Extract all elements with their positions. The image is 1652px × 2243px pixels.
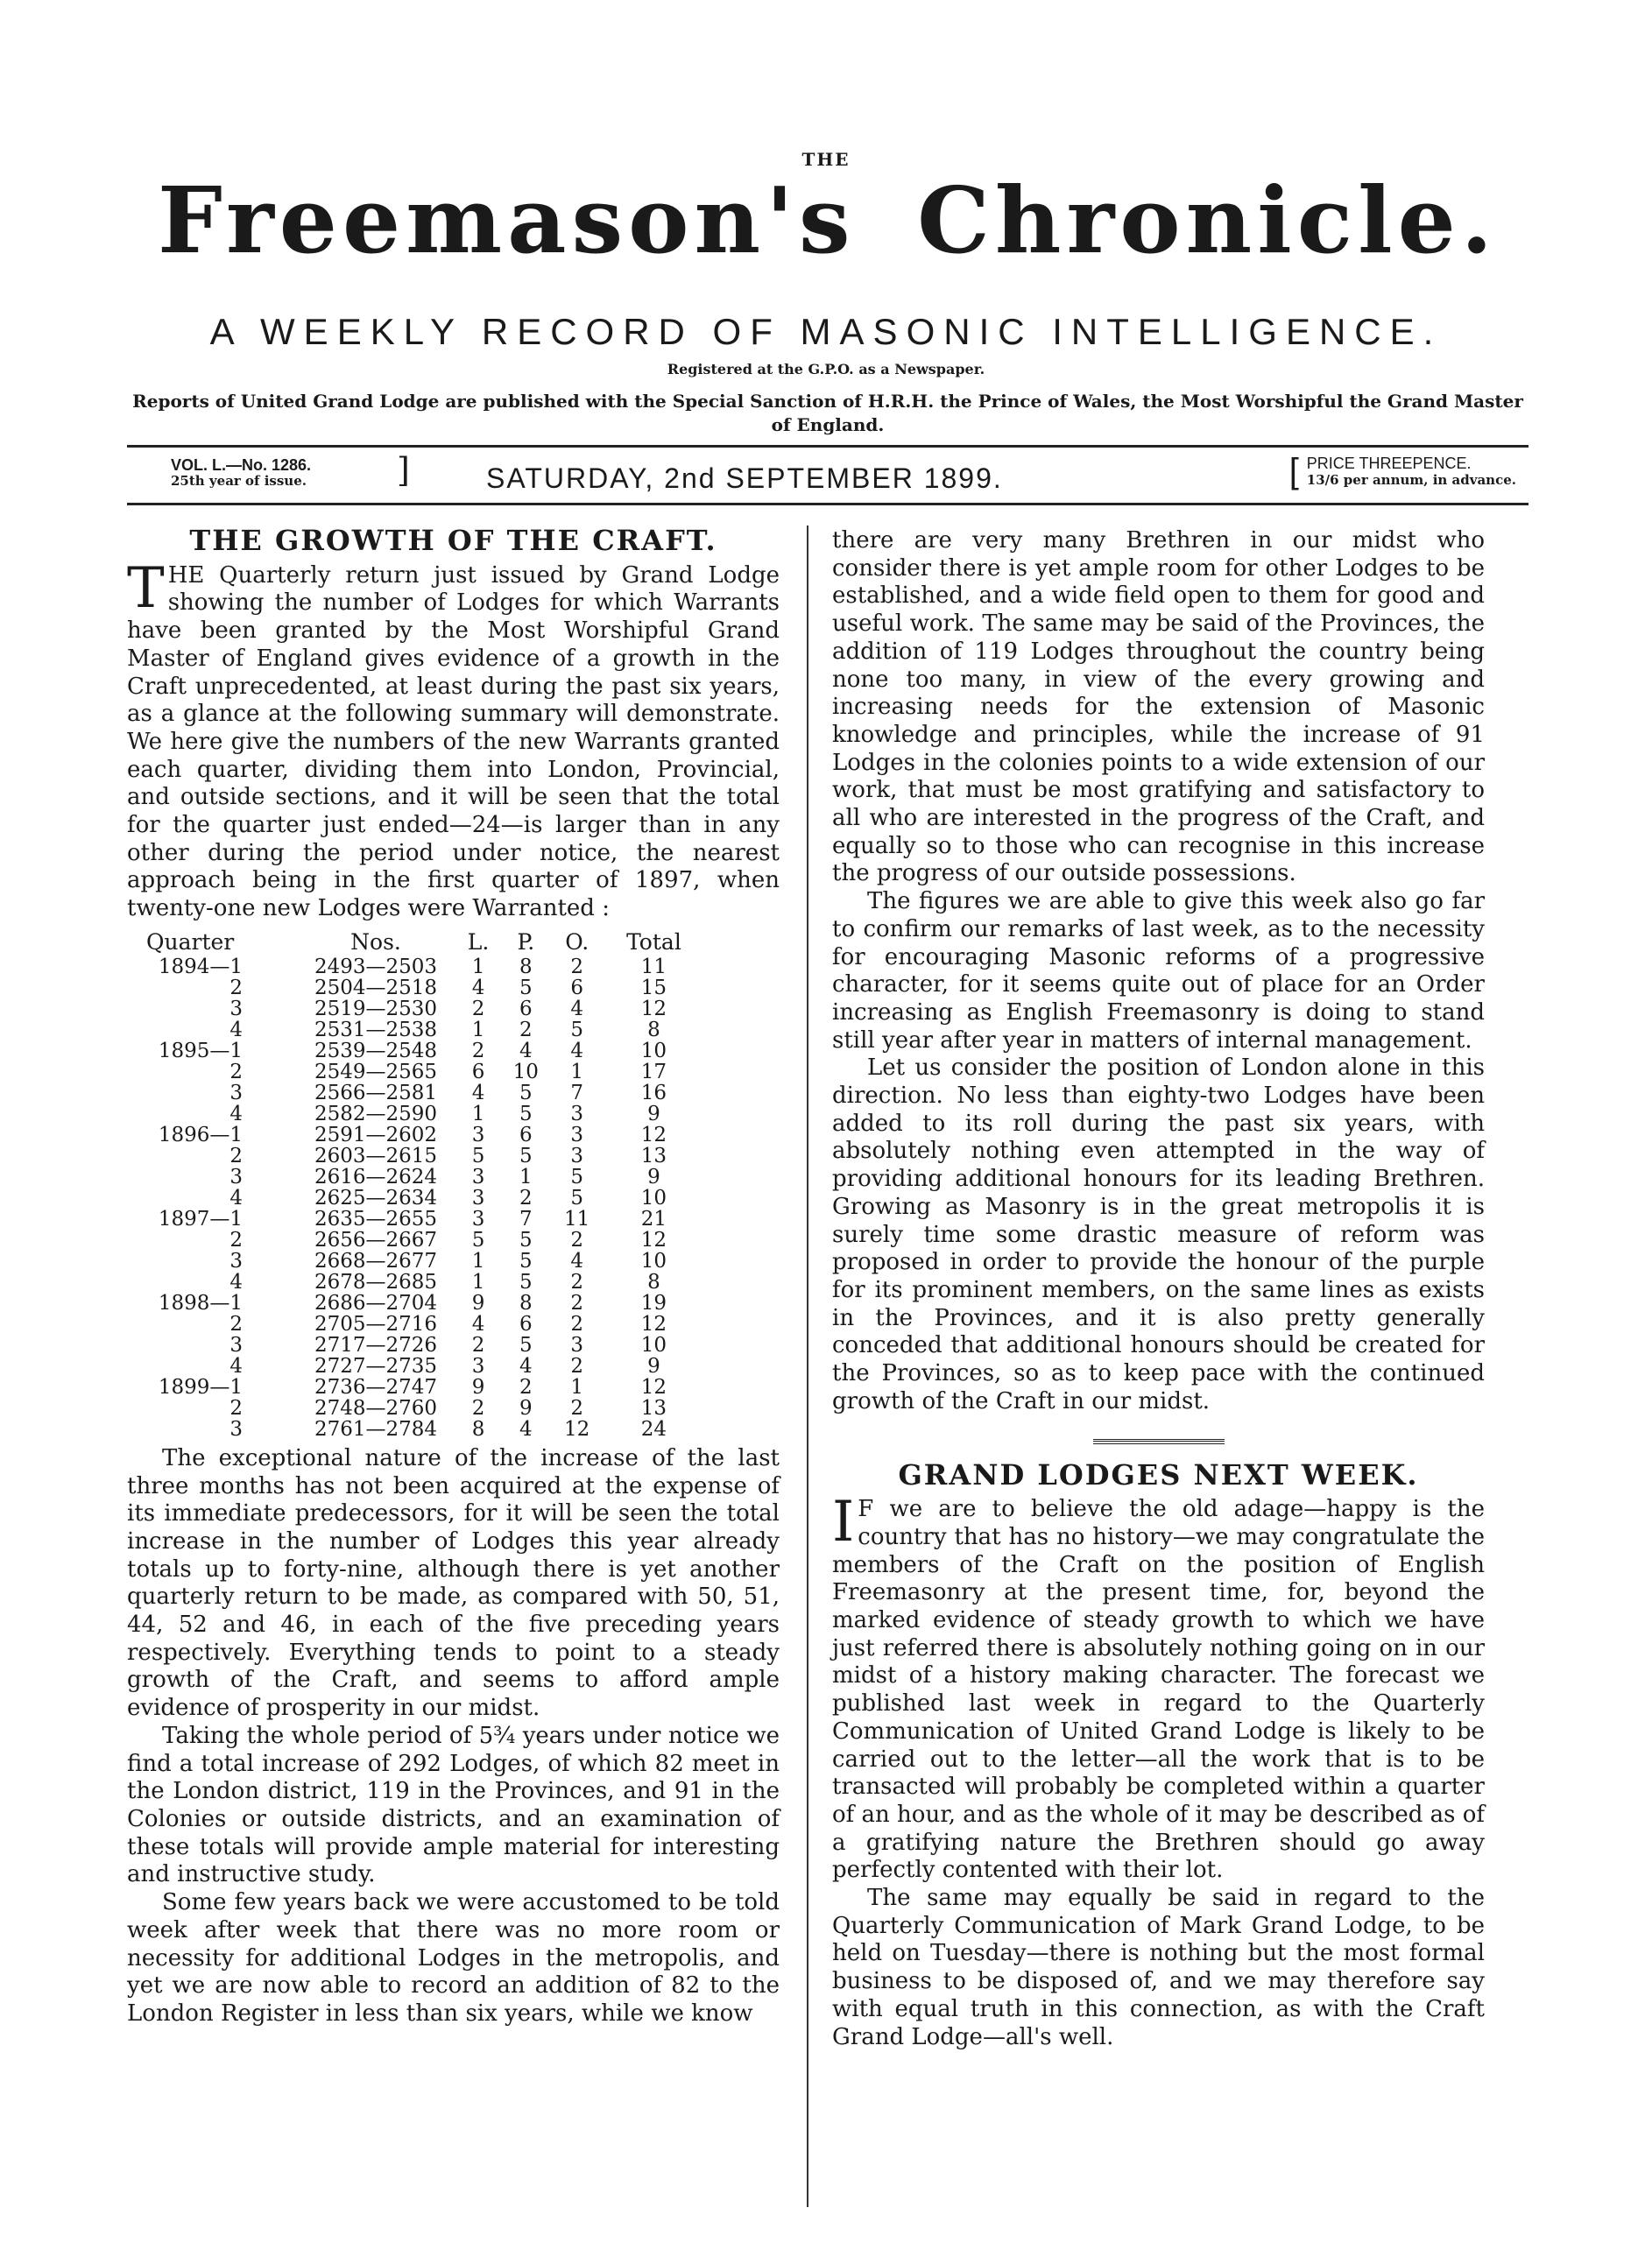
table-row [145,1377,705,1398]
cell-quarter: 1898—1 [158,1291,243,1315]
cell-london: 2 [471,997,485,1020]
section-separator [1093,1439,1225,1444]
cell-total: 10 [640,1333,667,1357]
cell-total: 19 [640,1291,667,1315]
table-row [145,1293,705,1314]
cell-total: 9 [647,1165,660,1189]
table-row [145,1230,705,1251]
cell-total: 11 [640,955,667,978]
cell-total: 15 [640,976,667,999]
table-row [145,1146,705,1167]
cell-quarter: 2 [229,1144,243,1167]
cell-provincial: 10 [512,1060,539,1083]
cell-provincial: 6 [519,1123,533,1146]
cell-provincial: 2 [519,1186,533,1210]
cell-london: 2 [471,1333,485,1357]
table-row [145,1209,705,1230]
bottom-rule [127,503,1528,505]
cell-quarter: 3 [229,1081,243,1104]
table-row [145,1314,705,1335]
cell-london: 2 [471,1039,485,1062]
table-row [145,1040,705,1062]
table-row [145,1251,705,1272]
masthead-the: THE [801,149,851,170]
paragraph-text: HE Quarterly return just issued by Grand Lodge showing the number of Lodges for which Warrants have been granted by the Most Worshipful Grand Master of England gives evidence of a growth in the Craft unprecedented, at least during the past six years, as a glance at the following summary will demonstrate. We here give the numbers of the new Warrants granted each quarter, dividing them into London, Provincial, and outside sections, and it will be seen that the total for the quarter just ended—24—is larger than in any other during the period under notice, the nearest approach being in the first quarter of 1897, when twenty-one new Lodges were Warranted : [127,561,780,922]
cell-quarter: 2 [229,1312,243,1336]
article-paragraph: Some few years back we were accustomed to be told week after week that there was no more room or necessity for additional Lodges in the metropolis, and yet we are now able to record an addition of 82 to the London Register in less than six years, while we know [127,1889,780,2027]
cell-provincial: 4 [519,1354,533,1378]
cell-nos: 2566—2581 [314,1081,438,1104]
cell-london: 3 [471,1354,485,1378]
article-heading: THE GROWTH OF THE CRAFT. [189,524,717,557]
cell-outside: 2 [570,1354,584,1378]
cell-quarter: 2 [229,1228,243,1252]
cell-quarter: 1895—1 [158,1039,243,1062]
cell-london: 5 [471,1144,485,1167]
cell-provincial: 6 [519,997,533,1020]
paragraph-text: F we are to believe the old adage—happy is the country that has no history—we may congratulate the members of the Craft on the position of English Freemasonry at the present time, for, beyond the marked evidence of steady growth to which we have just referred there is absolutely nothing going on in our midst of a history making character. The forecast we published last week in regard to the Quarterly Communication of United Grand Lodge is likely to be carried out to the letter—all the work that is to be transacted will probably be completed within a quarter of an hour, and as the whole of it may be described as of a gratifying nature the Brethren should go away perfectly contented with their lot. [832,1496,1485,1884]
cell-total: 12 [640,1375,667,1399]
cell-nos: 2668—2677 [314,1249,438,1273]
cell-outside: 1 [570,1375,584,1399]
cell-nos: 2748—2760 [314,1396,438,1420]
cell-outside: 4 [570,1039,584,1062]
cell-london: 8 [471,1417,485,1441]
title-left: Freemason's [158,166,856,274]
cell-quarter: 2 [229,1396,243,1420]
cell-nos: 2603—2615 [314,1144,438,1167]
table-row [145,1356,705,1377]
cell-quarter: 4 [229,1102,243,1125]
table-row [145,998,705,1019]
article-paragraph [127,555,780,923]
cell-quarter: 1899—1 [158,1375,243,1399]
drop-cap: T [127,555,165,621]
article-paragraph: The exceptional nature of the increase of the last three months has not been acquired at the expense of its immediate predecessors, for it will be seen the total increase in the number of Lodges this year already totals up to forty-nine, although there is yet another quarterly return to be made, as compared with 50, 51, 44, 52 and 46, in each of the five preceding years respectively. Everything tends to point to a steady growth of the Craft, and seems to afford ample evidence of prosperity in our midst. [127,1444,780,1722]
cell-outside: 3 [570,1102,584,1125]
cell-london: 1 [471,1270,485,1294]
cell-outside: 3 [570,1123,584,1146]
price: PRICE THREEPENCE. [1306,455,1472,472]
cell-total: 10 [640,1186,667,1210]
cell-total: 9 [647,1102,660,1125]
table-header-row [145,932,705,956]
warrants-table [145,928,705,1441]
cell-nos: 2727—2735 [314,1354,438,1378]
left-column [127,524,780,2028]
cell-total: 17 [640,1060,667,1083]
cell-provincial: 8 [519,1291,533,1315]
cell-total: 21 [640,1207,667,1231]
cell-london: 2 [471,1396,485,1420]
cell-total: 13 [640,1396,667,1420]
issue-bar [127,452,1528,499]
cell-quarter: 2 [229,1060,243,1083]
bracket: [ [1288,452,1299,490]
cell-outside: 4 [570,1249,584,1273]
cell-total: 8 [647,1018,660,1041]
cell-nos: 2549—2565 [314,1060,438,1083]
cell-total: 12 [640,1123,667,1146]
cell-provincial: 9 [519,1396,533,1420]
cell-total: 13 [640,1144,667,1167]
cell-total: 10 [640,1249,667,1273]
cell-provincial: 4 [519,1417,533,1441]
cell-provincial: 5 [519,1144,533,1167]
cell-outside: 2 [570,1270,584,1294]
cell-quarter: 3 [229,1165,243,1189]
table-row [145,1398,705,1419]
cell-quarter: 4 [229,1018,243,1041]
cell-provincial: 5 [519,976,533,999]
cell-nos: 2519—2530 [314,997,438,1020]
cell-quarter: 2 [229,976,243,999]
col-header-total: Total [626,928,681,955]
registered-note: Registered at the G.P.O. as a Newspaper. [667,361,985,377]
price-info [1288,452,1516,490]
year-of-issue: 25th year of issue. [171,473,307,489]
cell-quarter: 3 [229,1333,243,1357]
cell-nos: 2582—2590 [314,1102,438,1125]
col-header-nos: Nos. [350,928,401,955]
table-row [145,1335,705,1356]
table-body [145,956,705,1440]
cell-london: 4 [471,1081,485,1104]
cell-provincial: 2 [519,1375,533,1399]
cell-nos: 2717—2726 [314,1333,438,1357]
cell-london: 3 [471,1123,485,1146]
cell-outside: 2 [570,1291,584,1315]
table-row [145,1062,705,1083]
cell-quarter: 1894—1 [158,955,243,978]
cell-london: 4 [471,1312,485,1336]
cell-nos: 2493—2503 [314,955,438,978]
table-row [145,1419,705,1440]
table-row [145,1083,705,1104]
sanction-note: Reports of United Grand Lodge are published with the Special Sanction of H.R.H. the Prince of Wales, the Most Worshipful the Grand Master of England. [132,391,1523,435]
cell-provincial: 5 [519,1102,533,1125]
cell-london: 5 [471,1228,485,1252]
col-header-quarter: Quarter [146,928,235,955]
cell-outside: 5 [570,1018,584,1041]
cell-outside: 4 [570,997,584,1020]
cell-london: 3 [471,1186,485,1210]
cell-outside: 5 [570,1186,584,1210]
cell-nos: 2625—2634 [314,1186,438,1210]
cell-total: 12 [640,1312,667,1336]
cell-nos: 2635—2655 [314,1207,438,1231]
cell-london: 3 [471,1207,485,1231]
cell-nos: 2591—2602 [314,1123,438,1146]
article-paragraph: The figures we are able to give this week also go far to confirm our remarks of last week, as to the necessity for encouraging Masonic reforms of a progressive character, for it seems quite out of place for an Order increasing as English Freemasonry is doing to stand still year after year in matters of internal management. [832,888,1485,1054]
top-rule [127,445,1528,448]
cell-outside: 3 [570,1144,584,1167]
cell-outside: 2 [570,1312,584,1336]
cell-nos: 2531—2538 [314,1018,438,1041]
cell-london: 4 [471,976,485,999]
cell-quarter: 4 [229,1354,243,1378]
article-paragraph: Taking the whole period of 5¾ years under notice we find a total increase of 292 Lodges, of which 82 meet in the London district, 119 in the Provinces, and 91 in the Colonies or outside districts, and an examination of these totals will provide ample material for interesting and instructive study. [127,1722,780,1888]
title-right: Chronicle. [917,166,1498,274]
cell-total: 24 [640,1417,667,1441]
cell-nos: 2761—2784 [314,1417,438,1441]
cell-london: 1 [471,1102,485,1125]
right-column [832,527,1485,2051]
cell-provincial: 6 [519,1312,533,1336]
cell-provincial: 8 [519,955,533,978]
article-paragraph: Let us consider the position of London alone in this direction. No less than eighty-two Lodges have been added to its roll during the past six years, with absolutely nothing even attempted in the way of providing additional honours for its leading Brethren. Growing as Masonry is in the great metropolis it is surely time some drastic measure of reform was proposed in order to provide the honour of the purple for its prominent members, on the same lines as exists in the Provinces, and it is also pretty generally conceded that additional honours should be created for the Provinces, so as to keep pace with the continued growth of the Craft in our midst. [832,1054,1485,1414]
annual-price: 13/6 per annum, in advance. [1306,472,1516,488]
col-header-provincial: P. [517,928,535,955]
cell-quarter: 1897—1 [158,1207,243,1231]
cell-nos: 2504—2518 [314,976,438,999]
cell-total: 12 [640,1228,667,1252]
cell-quarter: 1896—1 [158,1123,243,1146]
article-paragraph: The same may equally be said in regard to the Quarterly Communication of Mark Grand Lodge, to be held on Tuesday—there is nothing but the most formal business to be disposed of, and we may therefore say with equal truth in this connection, as with the Craft Grand Lodge—all's well. [832,1885,1485,2050]
drop-cap: I [832,1490,855,1555]
cell-provincial: 5 [519,1081,533,1104]
cell-provincial: 5 [519,1333,533,1357]
cell-outside: 5 [570,1165,584,1189]
cell-outside: 2 [570,1228,584,1252]
volume-info [171,457,311,489]
cell-outside: 7 [570,1081,584,1104]
cell-provincial: 1 [519,1165,533,1189]
volume-number: VOL. L.—No. 1286. [171,456,312,474]
cell-provincial: 7 [519,1207,533,1231]
column-divider [807,525,808,2207]
cell-quarter: 4 [229,1270,243,1294]
cell-outside: 3 [570,1333,584,1357]
cell-total: 8 [647,1270,660,1294]
cell-provincial: 5 [519,1228,533,1252]
masthead-title [158,166,1498,274]
cell-provincial: 4 [519,1039,533,1062]
cell-total: 12 [640,997,667,1020]
cell-london: 1 [471,955,485,978]
cell-nos: 2539—2548 [314,1039,438,1062]
cell-outside: 11 [564,1207,590,1231]
cell-outside: 12 [564,1417,590,1441]
article-paragraph: there are very many Brethren in our midst who consider there is yet ample room for other Lodges to be established, and a wide field open to them for good and useful work. The same may be said of the Provinces, the addition of 119 Lodges throughout the country being none too many, in view of the every growing and increasing needs for the extension of Masonic knowledge and principles, while the increase of 91 Lodges in the colonies points to a wide extension of our work, that must be most gratifying and satisfactory to all who are interested in the progress of the Craft, and equally so to those who can recognise in this increase the progress of our outside possessions. [832,527,1485,887]
article-paragraph [832,1490,1485,1885]
cell-nos: 2705—2716 [314,1312,438,1336]
cell-quarter: 3 [229,1417,243,1441]
table-row [145,956,705,977]
cell-london: 1 [471,1249,485,1273]
cell-london: 9 [471,1291,485,1315]
cell-total: 10 [640,1039,667,1062]
col-header-london: L. [467,928,490,955]
col-header-outside: O. [565,928,589,955]
cell-nos: 2678—2685 [314,1270,438,1294]
issue-date: SATURDAY, 2nd SEPTEMBER 1899. [486,462,1003,494]
subtitle: A WEEKLY RECORD OF MASONIC INTELLIGENCE. [209,311,1443,352]
cell-nos: 2616—2624 [314,1165,438,1189]
cell-outside: 2 [570,1396,584,1420]
cell-london: 3 [471,1165,485,1189]
cell-quarter: 3 [229,1249,243,1273]
cell-provincial: 5 [519,1270,533,1294]
cell-outside: 6 [570,976,584,999]
cell-provincial: 5 [519,1249,533,1273]
table-row [145,1104,705,1125]
table-row [145,1019,705,1040]
cell-provincial: 2 [519,1018,533,1041]
cell-nos: 2656—2667 [314,1228,438,1252]
cell-london: 9 [471,1375,485,1399]
bracket: ] [397,451,410,490]
cell-quarter: 3 [229,997,243,1020]
cell-nos: 2686—2704 [314,1291,438,1315]
table-row [145,977,705,998]
table-row [145,1272,705,1293]
cell-total: 9 [647,1354,660,1378]
cell-london: 1 [471,1018,485,1041]
cell-outside: 1 [570,1060,584,1083]
cell-total: 16 [640,1081,667,1104]
cell-london: 6 [471,1060,485,1083]
table-row [145,1167,705,1188]
cell-quarter: 4 [229,1186,243,1210]
article-heading: GRAND LODGES NEXT WEEK. [898,1457,1419,1492]
table-row [145,1125,705,1146]
cell-nos: 2736—2747 [314,1375,438,1399]
cell-outside: 2 [570,955,584,978]
table-row [145,1188,705,1209]
